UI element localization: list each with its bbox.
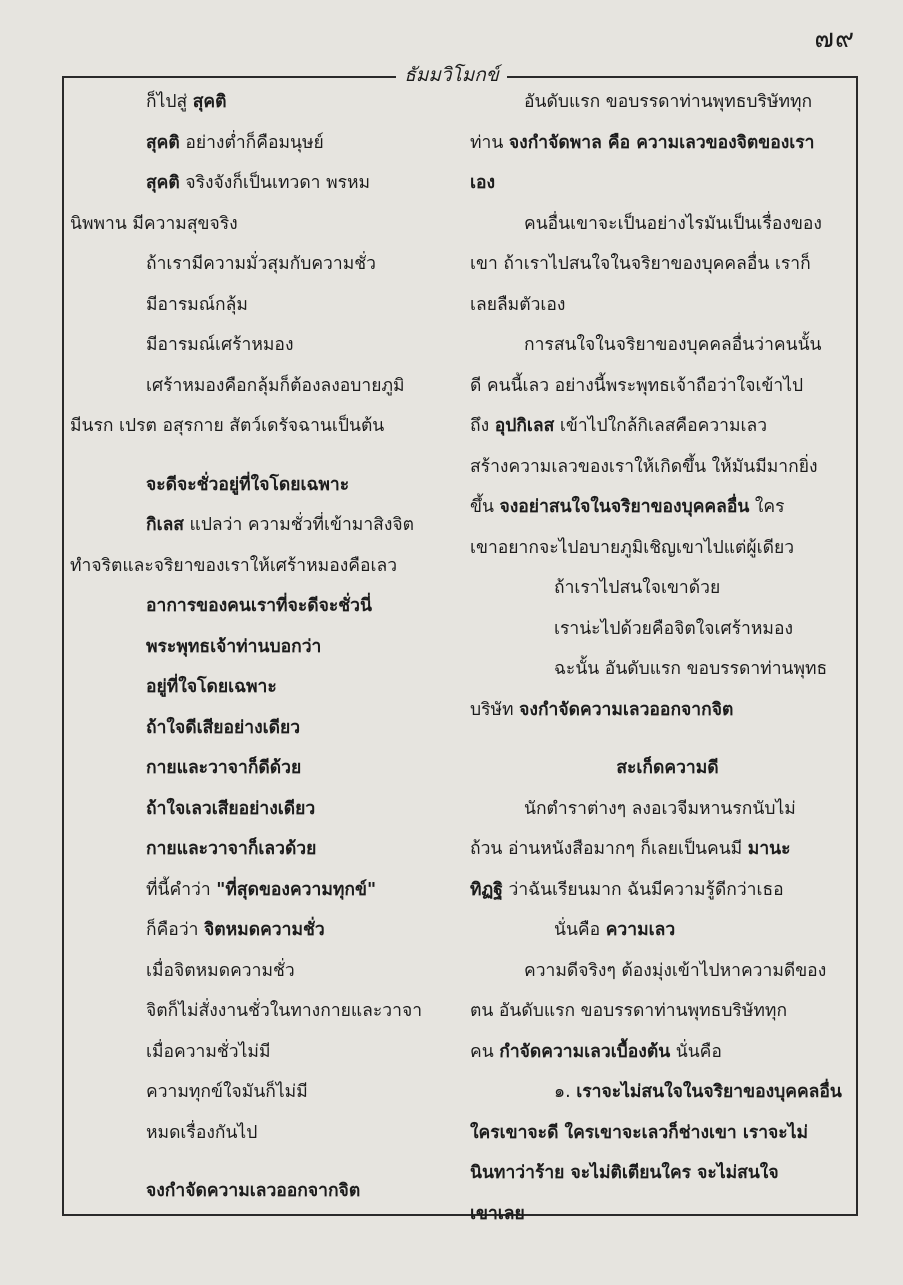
- text-line: [470, 528, 865, 569]
- text-line: [70, 82, 465, 123]
- plain-text: ฉะนั้น อันดับแรก ขอบรรดาท่านพุทธ: [554, 659, 828, 679]
- text-line: [470, 789, 865, 830]
- text-line: [70, 748, 465, 789]
- plain-text: ที่นี้คำว่า: [146, 879, 217, 900]
- text-line: [70, 1032, 465, 1073]
- bold-text: จงกำจัดพาล คือ ความเลวของจิตของเรา: [508, 132, 815, 153]
- bold-text: เราจะไม่สนใจในจริยาของบุคคลอื่น: [576, 1082, 842, 1102]
- text-line: [470, 366, 865, 407]
- text-line: [70, 667, 465, 708]
- plain-text: เลยลืมตัวเอง: [470, 294, 566, 315]
- text-line: [470, 1032, 865, 1073]
- text-line: [70, 910, 465, 951]
- text-line: [70, 1072, 465, 1113]
- left-column: [70, 82, 465, 1212]
- bold-text: ถ้าใจเลวเสียอย่างเดียว: [146, 798, 316, 819]
- text-line: [70, 406, 465, 447]
- right-column: [470, 82, 865, 1234]
- plain-text: ก็ไปสู่: [146, 92, 193, 112]
- plain-text: มีนรก เปรต อสุรกาย สัตว์เดรัจฉานเป็นต้น: [70, 416, 385, 436]
- bold-text: กายและวาจาก็ดีด้วย: [146, 758, 302, 778]
- text-line: [70, 708, 465, 749]
- plain-text: นั่นคือ: [670, 1041, 722, 1062]
- running-header-text: ธัมมวิโมกข์: [396, 64, 507, 86]
- text-line: [470, 123, 865, 164]
- text-line: [470, 1153, 865, 1194]
- plain-text: เมื่อความชั่วไม่มี: [146, 1041, 271, 1062]
- bold-text: จงอย่าสนใจในจริยาของบุคคลอื่น: [499, 497, 750, 517]
- plain-text: เข้าไปใกล้กิเลสคือความเลว: [554, 416, 768, 436]
- bold-text: ใครเขาจะดี ใครเขาจะเลวก็ช่างเขา เราจะไม่: [470, 1122, 809, 1143]
- bold-text: อุปกิเลส: [494, 416, 555, 436]
- page-number: ๗๙: [814, 24, 855, 54]
- text-line: [470, 829, 865, 870]
- text-line: [470, 1113, 865, 1154]
- plain-text: การสนใจในจริยาของบุคคลอื่นว่าคนนั้น: [524, 335, 822, 355]
- text-line: [70, 285, 465, 326]
- text-line: [70, 1113, 465, 1154]
- plain-text: เราน่ะไปด้วยคือจิตใจเศร้าหมอง: [554, 618, 794, 639]
- plain-text: อันดับแรก ขอบรรดาท่านพุทธบริษัททุก: [524, 92, 813, 112]
- bold-text: กิเลส: [146, 515, 184, 535]
- text-line: [470, 82, 865, 123]
- bold-text: สุคติ: [146, 132, 180, 153]
- plain-text: เขา ถ้าเราไปสนใจในจริยาของบุคคลอื่น เราก็: [470, 254, 811, 274]
- plain-text: ก็คือว่า: [146, 920, 205, 940]
- text-line: [470, 163, 865, 204]
- bold-text: สะเก็ดความดี: [616, 758, 719, 778]
- bold-text: ความเลว: [605, 920, 676, 940]
- plain-text: ๑.: [554, 1082, 577, 1102]
- bold-text: กำจัดความเลวเบื้องต้น: [499, 1041, 671, 1062]
- text-line: [70, 1171, 465, 1212]
- plain-text: ว่าฉันเรียนมาก ฉันมีความรู้ดีกว่าเธอ: [502, 879, 784, 900]
- plain-text: จิตก็ไม่สั่งงานชั่วในทางกายและวาจา: [146, 1001, 423, 1021]
- paragraph-gap: [70, 1153, 465, 1171]
- paragraph-gap: [70, 447, 465, 465]
- text-line: [470, 991, 865, 1032]
- text-line: [70, 465, 465, 506]
- text-line: [70, 163, 465, 204]
- plain-text: บริษัท: [470, 699, 520, 720]
- text-line: [70, 366, 465, 407]
- bold-text: จิตหมดความชั่ว: [204, 920, 325, 940]
- plain-text: จริงจังก็เป็นเทวดา พรหม: [179, 173, 371, 193]
- text-line: [70, 505, 465, 546]
- bold-text: "ที่สุดของความทุกข์": [216, 879, 377, 900]
- plain-text: ตน อันดับแรก ขอบรรดาท่านพุทธบริษัททุก: [470, 1001, 788, 1021]
- bold-text: พระพุทธเจ้าท่านบอกว่า: [146, 636, 322, 657]
- plain-text: อย่างต่ำก็คือมนุษย์: [179, 132, 324, 153]
- bold-text: นินทาว่าร้าย จะไม่ติเตียนใคร จะไม่สนใจ: [470, 1163, 779, 1183]
- text-line: [470, 406, 865, 447]
- text-line: [470, 244, 865, 285]
- bold-text: เอง: [470, 173, 496, 193]
- text-line: [70, 829, 465, 870]
- plain-text: ความดีจริงๆ ต้องมุ่งเข้าไปหาความดีของ: [524, 960, 827, 981]
- text-line: [470, 204, 865, 245]
- text-line: [470, 951, 865, 992]
- text-line: [470, 910, 865, 951]
- bold-text: จงกำจัดความเลวออกจากจิต: [519, 699, 734, 720]
- section-heading: [470, 748, 865, 789]
- text-line: [470, 1072, 865, 1113]
- bold-text: มานะ: [747, 839, 791, 859]
- bold-text: จงกำจัดความเลวออกจากจิต: [146, 1181, 361, 1201]
- plain-text: ความทุกข์ใจมันก็ไม่มี: [146, 1082, 308, 1102]
- plain-text: ถ้าเราไปสนใจเขาด้วย: [554, 578, 721, 598]
- text-line: [470, 649, 865, 690]
- text-line: [70, 870, 465, 911]
- paragraph-gap: [470, 730, 865, 748]
- text-line: [70, 244, 465, 285]
- plain-text: เศร้าหมองคือกลุ้มก็ต้องลงอบายภูมิ: [146, 375, 405, 396]
- plain-text: หมดเรื่องกันไป: [146, 1122, 258, 1143]
- bold-text: สุคติ: [146, 173, 180, 193]
- text-line: [470, 870, 865, 911]
- plain-text: นิพพาน มีความสุขจริง: [70, 213, 238, 234]
- text-line: [70, 951, 465, 992]
- plain-text: ถ้าเรามีความมั่วสุมกับความชั่ว: [146, 254, 376, 274]
- plain-text: คนอื่นเขาจะเป็นอย่างไรมันเป็นเรื่องของ: [524, 213, 822, 234]
- plain-text: ขึ้น: [470, 497, 500, 517]
- text-line: [70, 546, 465, 587]
- plain-text: ถึง: [470, 416, 495, 436]
- text-line: [470, 609, 865, 650]
- plain-text: สร้างความเลวของเราให้เกิดขึ้น ให้มันมีมากยิ่ง: [470, 456, 818, 477]
- bold-text: เขาเลย: [470, 1203, 525, 1224]
- text-line: [470, 285, 865, 326]
- text-line: [70, 789, 465, 830]
- plain-text: นักตำราต่างๆ ลงอเวจีมหานรกนับไม่: [524, 798, 796, 819]
- bold-text: ถ้าใจดีเสียอย่างเดียว: [146, 717, 301, 738]
- plain-text: นั่นคือ: [554, 920, 606, 940]
- plain-text: เขาอยากจะไปอบายภูมิเชิญเขาไปแต่ผู้เดียว: [470, 537, 795, 558]
- text-line: [70, 627, 465, 668]
- text-line: [70, 991, 465, 1032]
- bold-text: ทิฏฐิ: [470, 879, 503, 900]
- bold-text: สุคติ: [192, 92, 227, 112]
- plain-text: ถ้วน อ่านหนังสือมากๆ ก็เลยเป็นคนมี: [470, 839, 748, 859]
- text-line: [70, 325, 465, 366]
- plain-text: ดี คนนี้เลว อย่างนี้พระพุทธเจ้าถือว่าใจเข้าไป: [470, 375, 804, 396]
- text-line: [470, 325, 865, 366]
- bold-text: อยู่ที่ใจโดยเฉพาะ: [146, 677, 277, 697]
- bold-text: กายและวาจาก็เลวด้วย: [146, 839, 317, 859]
- plain-text: ท่าน: [470, 132, 509, 153]
- text-line: [70, 123, 465, 164]
- text-line: [70, 204, 465, 245]
- text-line: [470, 1194, 865, 1235]
- bold-text: จะดีจะชั่วอยู่ที่ใจโดยเฉพาะ: [146, 474, 350, 495]
- plain-text: มีอารมณ์เศร้าหมอง: [146, 335, 294, 355]
- text-line: [470, 568, 865, 609]
- plain-text: เมื่อจิตหมดความชั่ว: [146, 960, 295, 981]
- plain-text: แปลว่า ความชั่วที่เข้ามาสิงจิต: [183, 515, 414, 535]
- plain-text: ใคร: [749, 497, 785, 517]
- plain-text: ทำจริตและจริยาของเราให้เศร้าหมองคือเลว: [70, 555, 398, 576]
- text-line: [470, 690, 865, 731]
- bold-text: อาการของคนเราที่จะดีจะชั่วนี่: [146, 596, 372, 616]
- plain-text: มีอารมณ์กลุ้ม: [146, 294, 248, 315]
- text-line: [470, 487, 865, 528]
- text-line: [470, 447, 865, 488]
- text-line: [70, 586, 465, 627]
- plain-text: คน: [470, 1041, 500, 1062]
